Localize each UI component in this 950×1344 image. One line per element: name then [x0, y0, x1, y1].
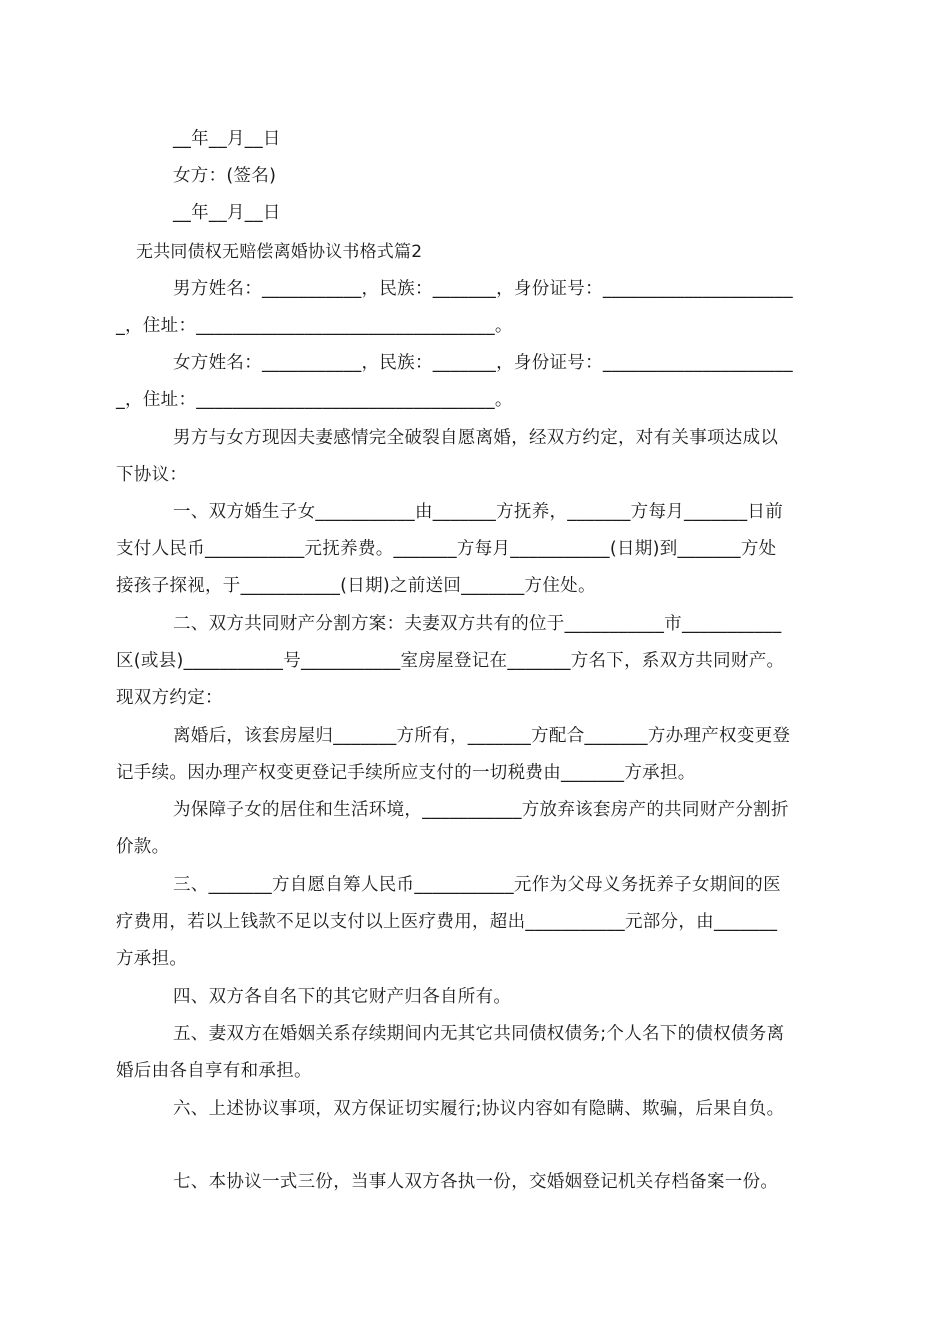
clause-4-line: 四、双方各自名下的其它财产归各自所有。 [173, 987, 512, 1007]
clause-3-line-2: 疗费用，若以上钱款不足以支付以上医疗费用，超出___________元部分，由_______ [116, 912, 778, 932]
children-paragraph-line-2: 价款。 [116, 837, 170, 857]
clause-1-line-2: 支付人民币___________元抚养费。_______方每月___________(日期)到_______方处 [116, 539, 777, 559]
female-signature-line: 女方：(签名) [173, 166, 277, 186]
section-title: 无共同债权无赔偿离婚协议书格式篇2 [136, 242, 423, 262]
children-paragraph-line-1: 为保障子女的居住和生活环境，___________方放弃该套房产的共同财产分割折 [173, 800, 789, 820]
clause-3-line-1: 三、_______方自愿自筹人民币___________元作为父母义务抚养子女期间的医 [173, 875, 781, 895]
intro-paragraph-line-1: 男方与女方现因夫妻感情完全破裂自愿离婚，经双方约定，对有关事项达成以 [173, 428, 779, 448]
male-info-line: 男方姓名：___________，民族：_______，身份证号：_____________________ [173, 279, 793, 299]
date-line-1: __年__月__日 [173, 129, 281, 149]
female-address-line: _，住址：_________________________________。 [116, 390, 513, 410]
house-paragraph-line-1: 离婚后，该套房屋归_______方所有，_______方配合_______方办理产权变更登 [173, 726, 791, 746]
date-line-2: __年__月__日 [173, 203, 281, 223]
clause-2-line-3: 现双方约定： [116, 688, 223, 708]
clause-2-line-2: 区(或县)___________号___________室房屋登记在_______方名下，系双方共同财产。 [116, 651, 785, 671]
clause-1-line-3: 接孩子探视，于___________(日期)之前送回_______方住处。 [116, 576, 596, 596]
male-address-line: _，住址：_________________________________。 [116, 316, 513, 336]
clause-6-line: 六、上述协议事项，双方保证切实履行;协议内容如有隐瞒、欺骗，后果自负。 [173, 1099, 785, 1119]
female-info-line: 女方姓名：___________，民族：_______，身份证号：_____________________ [173, 353, 793, 373]
house-paragraph-line-2: 记手续。因办理产权变更登记手续所应支付的一切税费由_______方承担。 [116, 763, 696, 783]
intro-paragraph-line-2: 下协议： [116, 465, 188, 485]
clause-5-line-2: 婚后由各自享有和承担。 [116, 1061, 312, 1081]
clause-1-line-1: 一、双方婚生子女___________由_______方抚养，_______方每月_______日前 [173, 502, 783, 522]
clause-5-line-1: 五、妻双方在婚姻关系存续期间内无其它共同债权债务;个人名下的债权债务离 [173, 1024, 785, 1044]
clause-2-line-1: 二、双方共同财产分割方案：夫妻双方共有的位于___________市___________ [173, 614, 782, 634]
clause-7-line: 七、本协议一式三份，当事人双方各执一份，交婚姻登记机关存档备案一份。 [173, 1172, 779, 1192]
clause-3-line-3: 方承担。 [116, 949, 188, 969]
